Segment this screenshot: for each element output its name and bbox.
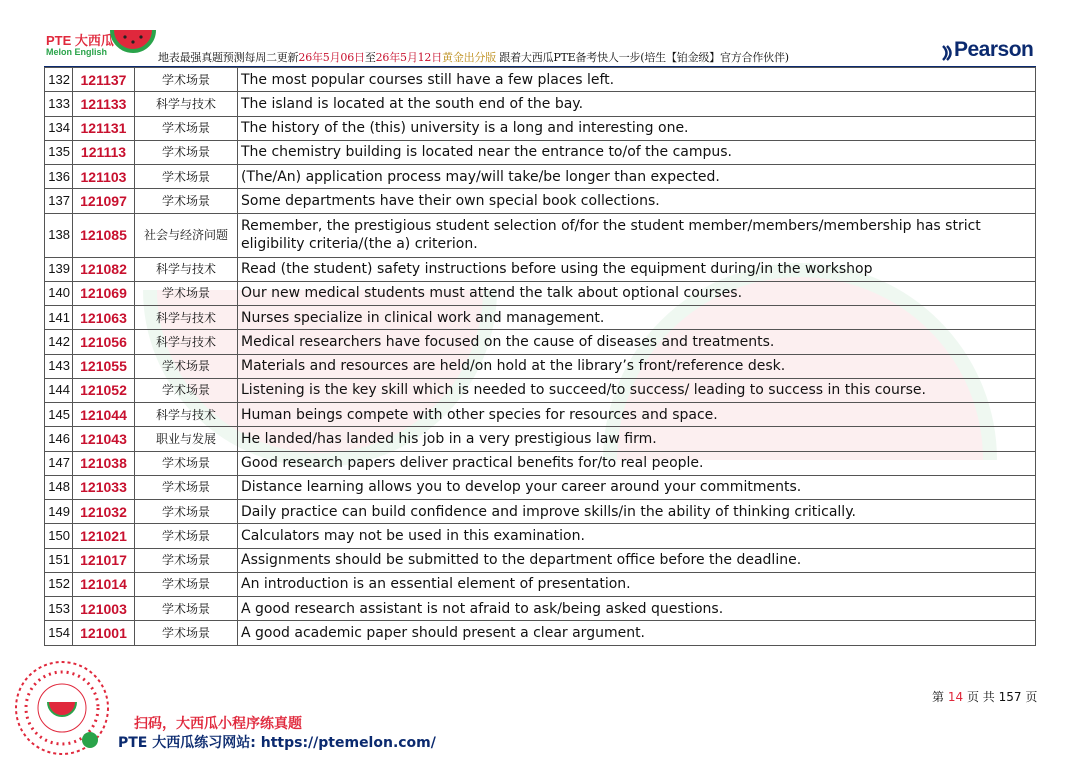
- row-number: 134: [45, 116, 73, 140]
- table-row: [45, 500, 1036, 524]
- row-number: 135: [45, 140, 73, 164]
- row-number: 154: [45, 621, 73, 645]
- question-text: Assignments should be submitted to the department office before the deadline.: [238, 548, 1036, 572]
- question-text: A good academic paper should present a clear argument.: [238, 621, 1036, 645]
- question-text: The history of the (this) university is a long and interesting one.: [238, 116, 1036, 140]
- question-id: 121063: [73, 306, 135, 330]
- question-id: 121032: [73, 500, 135, 524]
- question-text: Some departments have their own special book collections.: [238, 189, 1036, 213]
- question-category: 学术场景: [135, 189, 238, 213]
- table-row: [45, 92, 1036, 116]
- logo-subtitle: Melon English: [46, 47, 108, 57]
- question-category: 科学与技术: [135, 92, 238, 116]
- row-number: 142: [45, 330, 73, 354]
- question-id: 121017: [73, 548, 135, 572]
- table-row: [45, 257, 1036, 281]
- question-id: 121021: [73, 524, 135, 548]
- header-banner: [158, 49, 789, 65]
- table-row: [45, 621, 1036, 645]
- table-row: [45, 475, 1036, 499]
- row-number: 145: [45, 403, 73, 427]
- question-table: [44, 67, 1036, 646]
- question-category: 社会与经济问题: [135, 213, 238, 257]
- question-category: 学术场景: [135, 548, 238, 572]
- footer-website-url[interactable]: https://ptemelon.com/: [260, 735, 436, 751]
- table-row: [45, 572, 1036, 596]
- row-number: 137: [45, 189, 73, 213]
- question-text: The island is located at the south end of the bay.: [238, 92, 1036, 116]
- row-number: 132: [45, 68, 73, 92]
- question-text: Good research papers deliver practical benefits for/to real people.: [238, 451, 1036, 475]
- question-id: 121044: [73, 403, 135, 427]
- table-row: [45, 378, 1036, 402]
- banner-mid: 至: [364, 51, 376, 64]
- question-category: 学术场景: [135, 68, 238, 92]
- question-text: Our new medical students must attend the talk about optional courses.: [238, 281, 1036, 305]
- question-category: 学术场景: [135, 116, 238, 140]
- pearson-logo: Pearson: [954, 38, 1034, 61]
- question-text: Calculators may not be used in this examination.: [238, 524, 1036, 548]
- table-row: [45, 427, 1036, 451]
- table-row: [45, 116, 1036, 140]
- question-id: 121001: [73, 621, 135, 645]
- question-category: 学术场景: [135, 378, 238, 402]
- footer-website: [118, 732, 436, 752]
- table-row: [45, 140, 1036, 164]
- row-number: 151: [45, 548, 73, 572]
- question-text: Listening is the key skill which is needed to succeed/to success/ leading to success in this course.: [238, 378, 1036, 402]
- pearson-mark-icon: [942, 44, 954, 62]
- table-row: [45, 548, 1036, 572]
- question-id: 121085: [73, 213, 135, 257]
- banner-date-to: 26年5月12日: [375, 51, 443, 64]
- question-category: 学术场景: [135, 354, 238, 378]
- question-text: Medical researchers have focused on the cause of diseases and treatments.: [238, 330, 1036, 354]
- question-category: 科学与技术: [135, 330, 238, 354]
- row-number: 144: [45, 378, 73, 402]
- page-header: [0, 0, 1080, 68]
- question-category: 学术场景: [135, 140, 238, 164]
- table-row: [45, 68, 1036, 92]
- question-id: 121113: [73, 140, 135, 164]
- row-number: 147: [45, 451, 73, 475]
- question-id: 121055: [73, 354, 135, 378]
- question-text: (The/An) application process may/will take/be longer than expected.: [238, 165, 1036, 189]
- question-text: He landed/has landed his job in a very prestigious law firm.: [238, 427, 1036, 451]
- question-id: 121056: [73, 330, 135, 354]
- question-id: 121133: [73, 92, 135, 116]
- banner-suffix: 跟着大西瓜PTE备考快人一步(培生【铂金级】官方合作伙伴): [499, 51, 789, 64]
- row-number: 148: [45, 475, 73, 499]
- wechat-icon: [82, 732, 98, 748]
- question-text: Remember, the prestigious student selection of/for the student member/members/membership has strict eligibility criteria/(the a) criterion.: [238, 213, 1036, 257]
- question-category: 学术场景: [135, 475, 238, 499]
- question-id: 121069: [73, 281, 135, 305]
- row-number: 140: [45, 281, 73, 305]
- question-text: Distance learning allows you to develop your career around your commitments.: [238, 475, 1036, 499]
- footer-scan-text: 扫码，大西瓜小程序练真题: [134, 716, 302, 732]
- banner-edition: 黄金出分版: [442, 51, 497, 64]
- table-row: [45, 189, 1036, 213]
- table-row: [45, 597, 1036, 621]
- footer-website-label: PTE 大西瓜练习网站:: [118, 735, 256, 751]
- table-row: [45, 524, 1036, 548]
- question-category: 科学与技术: [135, 403, 238, 427]
- table-row: [45, 306, 1036, 330]
- question-text: Nurses specialize in clinical work and management.: [238, 306, 1036, 330]
- question-category: 职业与发展: [135, 427, 238, 451]
- row-number: 143: [45, 354, 73, 378]
- row-number: 133: [45, 92, 73, 116]
- question-category: 科学与技术: [135, 306, 238, 330]
- question-category: 学术场景: [135, 500, 238, 524]
- table-row: [45, 403, 1036, 427]
- row-number: 136: [45, 165, 73, 189]
- page-suffix: 页: [1025, 690, 1038, 704]
- question-category: 科学与技术: [135, 257, 238, 281]
- question-id: 121033: [73, 475, 135, 499]
- row-number: 139: [45, 257, 73, 281]
- page-mid: 页 共: [966, 690, 995, 704]
- question-id: 121052: [73, 378, 135, 402]
- page-number: [932, 688, 1037, 705]
- question-id: 121131: [73, 116, 135, 140]
- question-table-body: [45, 68, 1036, 646]
- table-row: [45, 281, 1036, 305]
- row-number: 150: [45, 524, 73, 548]
- page-total: 157: [998, 690, 1022, 704]
- row-number: 141: [45, 306, 73, 330]
- question-category: 学术场景: [135, 165, 238, 189]
- row-number: 146: [45, 427, 73, 451]
- question-text: Daily practice can build confidence and improve skills/in the ability of thinking critically.: [238, 500, 1036, 524]
- banner-date-from: 26年5月06日: [298, 51, 365, 64]
- question-category: 学术场景: [135, 524, 238, 548]
- page-prefix: 第: [932, 690, 945, 704]
- table-row: [45, 213, 1036, 257]
- question-category: 学术场景: [135, 572, 238, 596]
- table-row: [45, 330, 1036, 354]
- question-text: The most popular courses still have a few places left.: [238, 68, 1036, 92]
- row-number: 138: [45, 213, 73, 257]
- question-text: Materials and resources are held/on hold at the library’s front/reference desk.: [238, 354, 1036, 378]
- banner-prefix: 地表最强真题预测每周二更新: [158, 51, 299, 64]
- question-id: 121082: [73, 257, 135, 281]
- watermelon-logo-icon: [110, 22, 156, 58]
- row-number: 149: [45, 500, 73, 524]
- question-id: 121137: [73, 68, 135, 92]
- question-text: A good research assistant is not afraid to ask/being asked questions.: [238, 597, 1036, 621]
- question-text: Read (the student) safety instructions before using the equipment during/in the workshop: [238, 257, 1036, 281]
- question-id: 121014: [73, 572, 135, 596]
- question-text: The chemistry building is located near the entrance to/of the campus.: [238, 140, 1036, 164]
- row-number: 152: [45, 572, 73, 596]
- question-id: 121043: [73, 427, 135, 451]
- question-category: 学术场景: [135, 597, 238, 621]
- question-text: An introduction is an essential element of presentation.: [238, 572, 1036, 596]
- question-text: Human beings compete with other species for resources and space.: [238, 403, 1036, 427]
- question-id: 121103: [73, 165, 135, 189]
- row-number: 153: [45, 597, 73, 621]
- question-category: 学术场景: [135, 451, 238, 475]
- question-id: 121038: [73, 451, 135, 475]
- logo-title: PTE 大西瓜: [46, 33, 114, 48]
- question-category: 学术场景: [135, 621, 238, 645]
- table-row: [45, 165, 1036, 189]
- question-category: 学术场景: [135, 281, 238, 305]
- table-row: [45, 354, 1036, 378]
- table-row: [45, 451, 1036, 475]
- question-id: 121003: [73, 597, 135, 621]
- page-current: 14: [947, 690, 964, 704]
- question-id: 121097: [73, 189, 135, 213]
